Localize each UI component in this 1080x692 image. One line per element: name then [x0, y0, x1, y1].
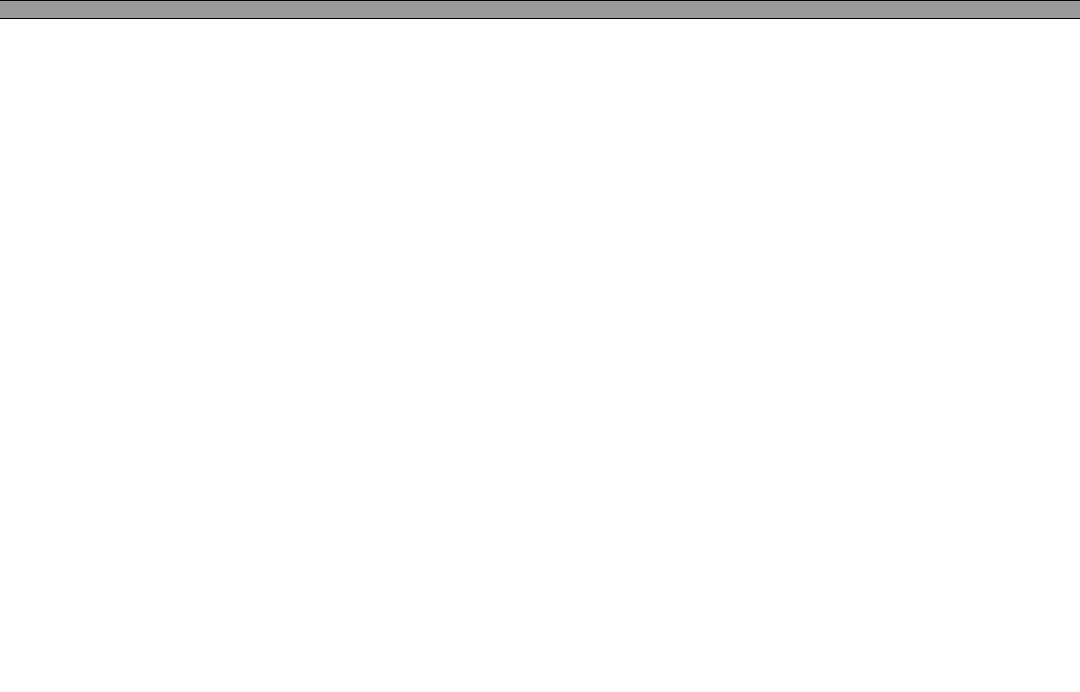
section-title [0, 1, 1080, 19]
exhibit-results-table [0, 0, 1080, 19]
section-band [0, 1, 1080, 19]
